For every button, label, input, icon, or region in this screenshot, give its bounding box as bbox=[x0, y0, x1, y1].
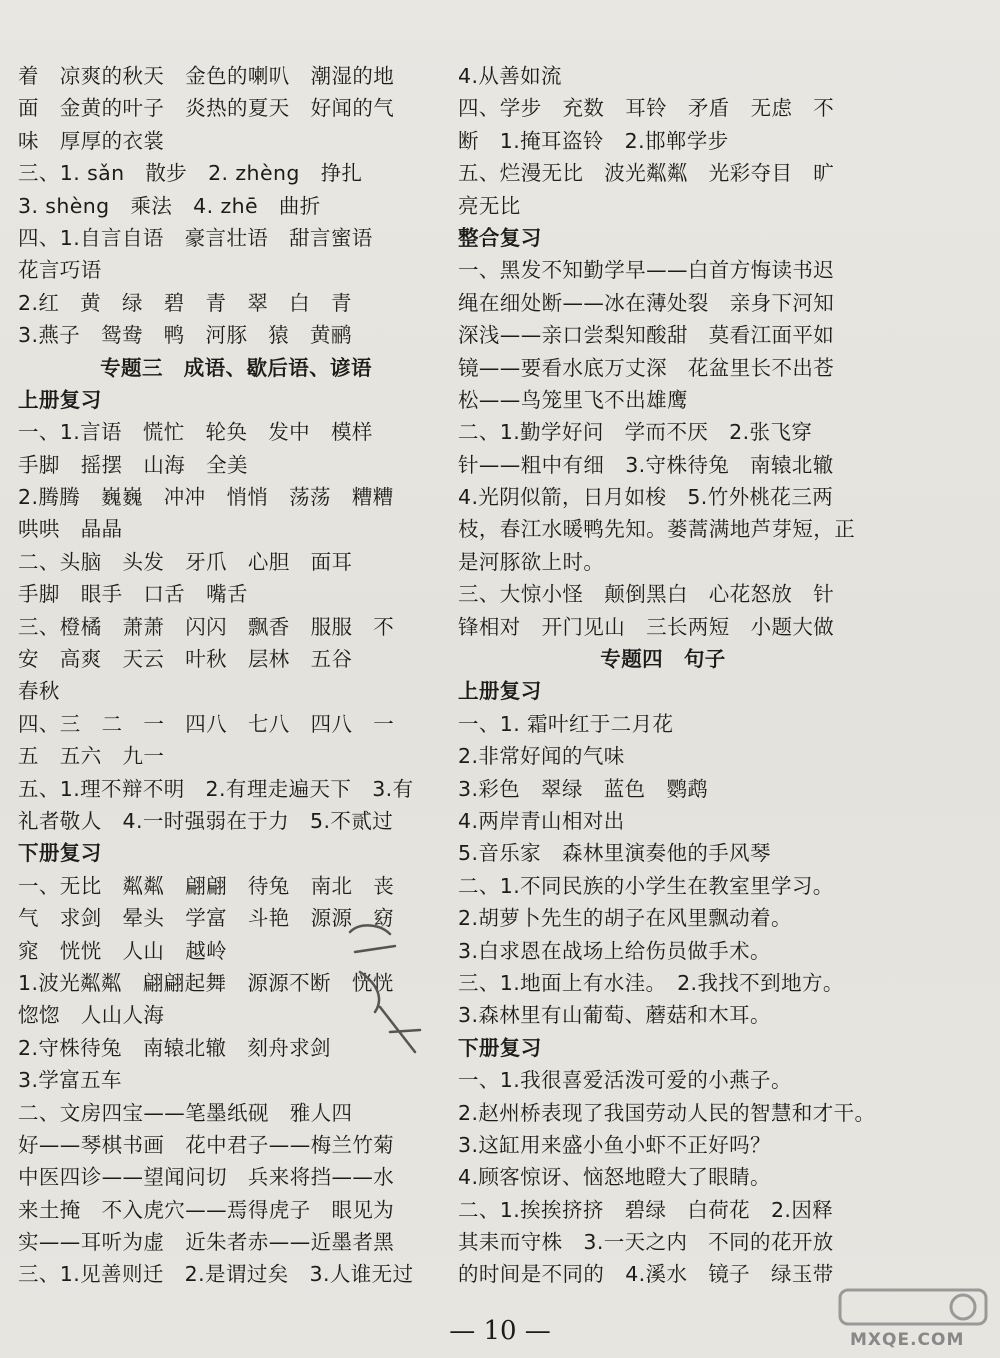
text-line: 花言巧语 bbox=[18, 258, 102, 283]
text-line: 来土掩 不入虎穴——焉得虎子 眼见为 bbox=[18, 1197, 395, 1222]
text-line: 实——耳听为虚 近朱者赤——近墨者黑 bbox=[18, 1230, 395, 1255]
text-line: 2.红 黄 绿 碧 青 翠 白 青 bbox=[18, 290, 352, 315]
text-line: 5.音乐家 森林里演奏他的手风琴 bbox=[458, 841, 771, 866]
text-line: 是河豚欲上时。 bbox=[458, 549, 605, 574]
section-heading: 专题三 成语、歇后语、谚语 bbox=[100, 355, 372, 380]
section-heading: 上册复习 bbox=[458, 679, 542, 704]
text-line: 着 凉爽的秋天 金色的喇叭 潮湿的地 bbox=[18, 64, 395, 88]
text-line: 一、无比 粼粼 翩翩 待兔 南北 丧 bbox=[18, 873, 395, 898]
text-line: 3. shèng 乘法 4. zhē 曲折 bbox=[18, 193, 321, 218]
text-line: 五、烂漫无比 波光粼粼 光彩夺目 旷 bbox=[458, 161, 835, 186]
text-line: 哄哄 晶晶 bbox=[18, 517, 123, 542]
text-line: 三、1.见善则迁 2.是谓过矣 3.人谁无过 bbox=[18, 1262, 414, 1287]
text-line: 3.白求恩在战场上给伤员做手术。 bbox=[458, 938, 771, 963]
text-line: 手脚 摇摆 山海 全美 bbox=[18, 452, 248, 477]
text-line: 锋相对 开门见山 三长两短 小题大做 bbox=[458, 614, 835, 639]
text-line: 二、1.挨挨挤挤 碧绿 白荷花 2.因释 bbox=[458, 1197, 834, 1222]
text-line: 3.彩色 翠绿 蓝色 鹦鹉 bbox=[458, 776, 709, 801]
text-line: 礼者敬人 4.一时强弱在于力 5.不贰过 bbox=[18, 808, 394, 833]
text-line: 一、黑发不知勤学早——白首方悔读书迟 bbox=[458, 258, 835, 283]
text-line: 手脚 眼手 口舌 嘴舌 bbox=[18, 582, 248, 607]
text-line: 4.顾客惊讶、恼怒地瞪大了眼睛。 bbox=[458, 1165, 771, 1190]
text-line: 绳在细处断——冰在薄处裂 亲身下河知 bbox=[458, 290, 835, 315]
left-column bbox=[18, 60, 454, 1291]
text-line: 断 1.掩耳盗铃 2.邯郸学步 bbox=[458, 128, 729, 153]
text-line: 四、三 二 一 四八 七八 四八 一 bbox=[18, 711, 395, 736]
text-line: 四、1.自言自语 豪言壮语 甜言蜜语 bbox=[18, 225, 373, 250]
text-line: 惚惚 人山人海 bbox=[18, 1003, 165, 1028]
text-line: 窕 恍恍 人山 越岭 bbox=[18, 938, 227, 963]
text-line: 的时间是不同的 4.溪水 镜子 绿玉带 bbox=[458, 1262, 834, 1287]
text-line: 3.学富五车 bbox=[18, 1068, 122, 1093]
text-line: 针——粗中有细 3.守株待兔 南辕北辙 bbox=[458, 452, 834, 477]
right-column bbox=[458, 60, 876, 1291]
text-line: 其耒而守株 3.一天之内 不同的花开放 bbox=[458, 1230, 834, 1255]
text-line: 一、1.我很喜爱活泼可爱的小燕子。 bbox=[458, 1068, 792, 1093]
text-line: 面 金黄的叶子 炎热的夏天 好闻的气 bbox=[18, 96, 395, 121]
text-line: 深浅——亲口尝梨知酸甜 莫看江面平如 bbox=[458, 323, 835, 348]
handwritten-marks bbox=[320, 912, 430, 1072]
text-line: 亮无比 bbox=[458, 193, 521, 218]
page-number: — 10 — bbox=[449, 1316, 551, 1346]
text-line: 二、文房四宝——笔墨纸砚 雅人四 bbox=[18, 1100, 353, 1125]
text-line: 一、1.言语 慌忙 轮奂 发中 模样 bbox=[18, 420, 373, 445]
text-line: 四、学步 充数 耳铃 矛盾 无虑 不 bbox=[458, 96, 835, 121]
text-line: 3.燕子 鸳鸯 鸭 河豚 猿 黄鹂 bbox=[18, 323, 352, 348]
site-watermark bbox=[838, 1286, 988, 1350]
text-line: 镜——要看水底万丈深 花盆里长不出苍 bbox=[458, 355, 835, 380]
text-line: 1.波光粼粼 翩翩起舞 源源不断 恍恍 bbox=[18, 970, 394, 995]
text-line: 4.光阴似箭，日月如梭 5.竹外桃花三两 bbox=[458, 485, 834, 510]
section-heading: 下册复习 bbox=[458, 1035, 542, 1060]
watermark-text: MXQE.COM bbox=[850, 1330, 965, 1350]
text-line: 气 求剑 晕头 学富 斗艳 源源 窈 bbox=[18, 906, 395, 931]
section-heading: 专题四 句子 bbox=[600, 647, 726, 672]
text-line: 2.赵州桥表现了我国劳动人民的智慧和才干。 bbox=[458, 1100, 876, 1125]
text-line: 味 厚厚的衣裳 bbox=[18, 128, 165, 153]
text-line: 4.从善如流 bbox=[458, 64, 562, 88]
text-line: 安 高爽 天云 叶秋 层林 五谷 bbox=[18, 647, 353, 672]
section-heading: 下册复习 bbox=[18, 841, 102, 866]
watermark-logo-icon bbox=[838, 1286, 988, 1326]
text-line: 三、1. sǎn 散步 2. zhèng 挣扎 bbox=[18, 161, 363, 186]
text-line: 4.两岸青山相对出 bbox=[458, 808, 625, 833]
text-line: 2.腾腾 巍巍 冲冲 悄悄 荡荡 糟糟 bbox=[18, 485, 394, 510]
section-heading: 整合复习 bbox=[458, 225, 542, 250]
text-line: 五 五六 九一 bbox=[18, 744, 165, 769]
text-line: 三、橙橘 萧萧 闪闪 飘香 服服 不 bbox=[18, 614, 395, 639]
text-line: 一、1. 霜叶红于二月花 bbox=[458, 711, 674, 736]
text-line: 3.这缸用来盛小鱼小虾不正好吗？ bbox=[458, 1132, 771, 1157]
text-line: 三、大惊小怪 颠倒黑白 心花怒放 针 bbox=[458, 582, 835, 607]
text-line: 二、头脑 头发 牙爪 心胆 面耳 bbox=[18, 549, 353, 574]
text-line: 五、1.理不辩不明 2.有理走遍天下 3.有 bbox=[18, 776, 414, 801]
text-line: 二、1.不同民族的小学生在教室里学习。 bbox=[458, 873, 834, 898]
text-line: 中医四诊——望闻问切 兵来将挡——水 bbox=[18, 1165, 395, 1190]
text-line: 好——琴棋书画 花中君子——梅兰竹菊 bbox=[18, 1132, 395, 1157]
text-line: 三、1.地面上有水洼。 2.我找不到地方。 bbox=[458, 970, 844, 995]
text-line: 松——鸟笼里飞不出雄鹰 bbox=[458, 387, 688, 412]
text-line: 枝，春江水暖鸭先知。蒌蒿满地芦芽短，正 bbox=[458, 517, 856, 542]
text-line: 二、1.勤学好问 学而不厌 2.张飞穿 bbox=[458, 420, 813, 445]
text-line: 2.非常好闻的气味 bbox=[458, 744, 625, 769]
section-heading: 上册复习 bbox=[18, 387, 102, 412]
text-line: 3.森林里有山葡萄、蘑菇和木耳。 bbox=[458, 1003, 771, 1028]
text-line: 2.胡萝卜先生的胡子在风里飘动着。 bbox=[458, 906, 792, 931]
text-line: 2.守株待兔 南辕北辙 刻舟求剑 bbox=[18, 1035, 331, 1060]
text-line: 春秋 bbox=[18, 679, 60, 704]
